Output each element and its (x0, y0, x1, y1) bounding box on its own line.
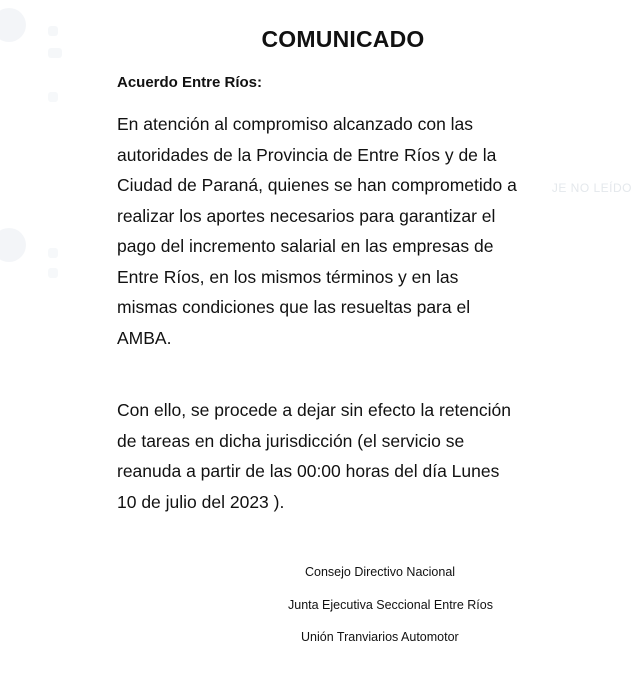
signature-line: Unión Tranviarios Automotor (301, 630, 459, 644)
signature-line: Consejo Directivo Nacional (305, 565, 456, 579)
signature-line: Junta Ejecutiva Seccional Entre Ríos (288, 598, 493, 612)
paragraph-agreement: En atención al compromiso alcanzado con las autoridades de la Provincia de Entre Ríos y de la Ciudad de Paraná, quienes se han comprometido a realizar los aportes necesarios para garantizar el pago del incremento salarial en las empresas de Entre Ríos, en los mismos términos y en las mismas condiciones que las resueltas para el AMBA. (117, 114, 517, 348)
ghost-unread-label: JE NO LEÍDO (551, 181, 632, 195)
document-title: COMUNICADO (261, 26, 425, 52)
paragraph-resolution: Con ello, se procede a dejar sin efecto la retención de tareas en dicha jurisdicción (el servicio se reanuda a partir de las 00:00 horas del día Lunes 10 de julio del 2023 ). (117, 400, 511, 512)
document-subtitle: Acuerdo Entre Ríos: (117, 74, 263, 91)
